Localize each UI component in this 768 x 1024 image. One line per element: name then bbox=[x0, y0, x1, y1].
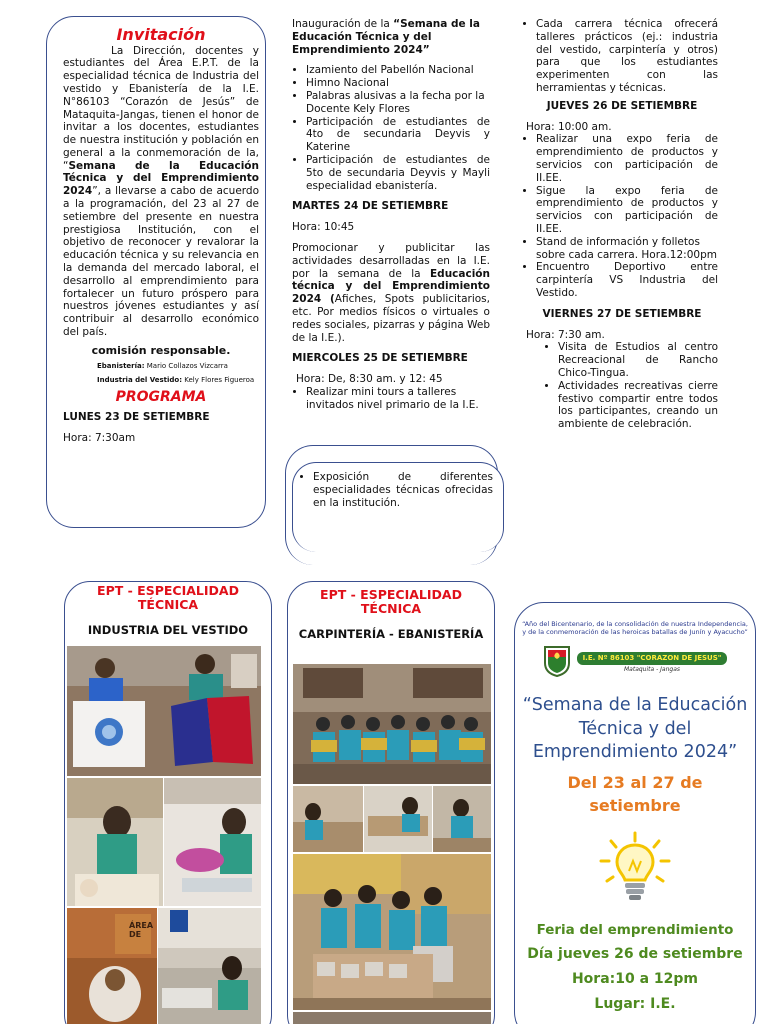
invitation-body-intro: La Dirección, docentes y estudiantes del Área E.P.T. de la especialidad técnica de Industria del vestido y Ebanistería de la I.E. N°86103 “Corazón de Jesús” de Mataquita-Jangas, tienen el honor de invitar a los docentes, estudiantes de nuestra institución y población en general a la conmemoración de la, “ bbox=[63, 44, 259, 172]
committee-2-label: Industria del Vestido: bbox=[97, 375, 183, 384]
cover-dates: Del 23 al 27 de setiembre bbox=[567, 773, 703, 815]
photo-carpinteria-workshop-1 bbox=[293, 786, 363, 852]
list-item: • Participación de estudiantes de 5to de secundaria Deyvis y Mayli especialidad ebanistería. bbox=[306, 154, 490, 192]
invitation-body bbox=[63, 45, 259, 339]
list-item: • Exposición de diferentes especialidades técnicas ofrecidas en la institución. bbox=[313, 471, 493, 509]
photo-carpinteria-workshop-2 bbox=[364, 786, 432, 852]
school-place: Mataquita - Jangas bbox=[623, 665, 681, 673]
photo-vestido-students-flags bbox=[67, 646, 261, 776]
photo-carpinteria-students-products bbox=[293, 854, 491, 1010]
program-title: PROGRAMA bbox=[115, 389, 207, 406]
exposition-list bbox=[301, 471, 493, 509]
list-item: • Participación de estudiantes de 4to de secundaria Deyvis y Katerine bbox=[306, 116, 490, 154]
list-item: • Izamiento del Pabellón Nacional bbox=[306, 64, 490, 77]
cover-fair-day: Día jueves 26 de setiembre bbox=[527, 945, 743, 962]
inauguration-event: “Semana de la Educación Técnica y del Emprendimiento 2024” bbox=[292, 18, 480, 56]
tuesday-title: MARTES 24 DE SETIEMBRE bbox=[292, 200, 449, 213]
tuesday-text bbox=[292, 242, 490, 344]
program-column-3 bbox=[526, 18, 718, 431]
thursday-list bbox=[526, 133, 718, 299]
committee-member-1 bbox=[63, 362, 259, 371]
photo-carpinteria-workshop-3 bbox=[433, 786, 491, 852]
committee-1-name: Mario Collazos Vizcarra bbox=[144, 362, 228, 371]
invitation-title: Invitación bbox=[116, 25, 206, 44]
area-sign-text: ÁREA DE bbox=[129, 921, 154, 939]
school-name: I.E. Nº 86103 "CORAZON DE JESUS" bbox=[577, 652, 728, 665]
text-box-inner bbox=[292, 462, 504, 552]
school-banner-text bbox=[577, 652, 728, 673]
tuesday-text-pre: Promocionar y publicitar las actividades desarrolladas en la I.E. por la semana de la bbox=[292, 241, 490, 280]
committee-1-label: Ebanistería: bbox=[97, 362, 145, 371]
cover-fair: Feria del emprendimiento bbox=[536, 921, 734, 938]
list-item: • Cada carrera técnica ofrecerá talleres prácticos (ej.: industria del vestido, carpintería y otros) para que los estudiantes experimenten con las herramientas y técnicas. bbox=[536, 18, 718, 95]
wednesday-list bbox=[292, 386, 490, 412]
cover-fair-place: Lugar: I.E. bbox=[594, 995, 676, 1012]
list-item: • Sigue la expo feria de emprendimiento de productos y servicios con participación de II.EE. bbox=[536, 185, 718, 236]
invitation-body-rest: ”, a llevarse a cabo de acuerdo a la programación, del 23 al 27 de setiembre del presente en nuestra prestigiosa Institución, con el objetivo de reconocer y revalorar la educación técnica y su relevancia en la demanda del mercado laboral, el desarrollo al emprendimiento para fortalecer un futuro próspero para nuestros jóvenes estudiantes y así contribuir al desarrollo económico del país. bbox=[63, 185, 259, 339]
school-banner bbox=[521, 645, 749, 681]
list-item: • Realizar una expo feria de emprendimiento de productos y servicios con participación de II.EE. bbox=[536, 133, 718, 184]
cover-panel bbox=[514, 602, 756, 1024]
tuesday-text-bold: Educación técnica y del Emprendimiento 2024 ( bbox=[292, 267, 490, 306]
thursday-title: JUEVES 26 DE SETIEMBRE bbox=[546, 99, 698, 112]
tuesday-text-rest: Afiches, Spots publicitarios, etc. Por medios físicos o virtuales o redes sociales, pizarras y página Web de la I.E.). bbox=[292, 293, 490, 344]
inauguration-text bbox=[292, 18, 490, 56]
monday-time: Hora: 7:30am bbox=[63, 432, 136, 445]
inauguration-pre: Inauguración de la bbox=[292, 18, 394, 30]
vestido-header: EPT - ESPECIALIDAD TÉCNICA bbox=[97, 583, 239, 612]
cover-title: “Semana de la Educación Técnica y del Emprendimiento 2024” bbox=[522, 695, 748, 762]
wednesday-time: Hora: De, 8:30 am. y 12: 45 bbox=[296, 373, 443, 386]
invitation-panel bbox=[46, 16, 266, 528]
vestido-title: INDUSTRIA DEL VESTIDO bbox=[87, 622, 249, 637]
photo-vestido-classroom bbox=[158, 908, 261, 1024]
committee-title: comisión responsable. bbox=[91, 343, 231, 357]
list-item: • Encuentro Deportivo entre carpintería VS Industria del Vestido. bbox=[536, 261, 718, 299]
friday-time: Hora: 7:30 am. bbox=[526, 328, 605, 341]
carpinteria-title: CARPINTERÍA - EBANISTERÍA bbox=[298, 626, 484, 641]
photo-carpinteria-group bbox=[293, 664, 491, 784]
list-item: • Visita de Estudios al centro Recreacional de Rancho Chico-Tingua. bbox=[558, 341, 718, 379]
cover-motto: “Año del Bicentenario, de la consolidación de nuestra Independencia, y de la conmemoración de las heroicas batallas de Junín y Ayacucho” bbox=[522, 620, 748, 636]
photo-vestido-sewing-1 bbox=[67, 778, 163, 906]
invitation-body-event: Semana de la Educación Técnica y del Emprendimiento 2024 bbox=[63, 159, 259, 198]
photo-vestido-sewing-2 bbox=[164, 778, 261, 906]
list-item: • Realizar mini tours a talleres invitados nivel primario de la I.E. bbox=[306, 386, 490, 412]
wednesday-title: MIERCOLES 25 DE SETIEMBRE bbox=[292, 352, 468, 365]
carpinteria-header: EPT - ESPECIALIDAD TÉCNICA bbox=[320, 587, 462, 616]
friday-list bbox=[526, 341, 718, 431]
committee-2-name: Kely Flores Figueroa bbox=[182, 375, 255, 384]
committee-member-2 bbox=[63, 376, 259, 385]
cover-fair-time: Hora:10 a 12pm bbox=[571, 970, 699, 987]
monday-title: LUNES 23 DE SETIEMBRE bbox=[63, 411, 210, 424]
program-column-2 bbox=[292, 18, 490, 412]
workshop-list bbox=[526, 18, 718, 95]
lightbulb-icon bbox=[521, 831, 749, 909]
school-crest-icon bbox=[543, 645, 571, 681]
list-item: • Himno Nacional bbox=[306, 77, 490, 90]
thursday-time: Hora: 10:00 am. bbox=[526, 120, 612, 133]
list-item: • Stand de información y folletos sobre cada carrera. Hora.12:00pm bbox=[536, 236, 718, 262]
photo-vestido-area-sign bbox=[67, 908, 157, 1024]
list-item: • Actividades recreativas cierre festivo compartir entre todos los participantes, creando un ambiente de celebración. bbox=[558, 380, 718, 431]
tuesday-time: Hora: 10:45 bbox=[292, 221, 355, 234]
friday-title: VIERNES 27 DE SETIEMBRE bbox=[542, 307, 702, 320]
inauguration-list bbox=[292, 64, 490, 192]
list-item: • Palabras alusivas a la fecha por la Docente Kely Flores bbox=[306, 90, 490, 116]
photo-carpinteria-bottom bbox=[293, 1012, 491, 1024]
